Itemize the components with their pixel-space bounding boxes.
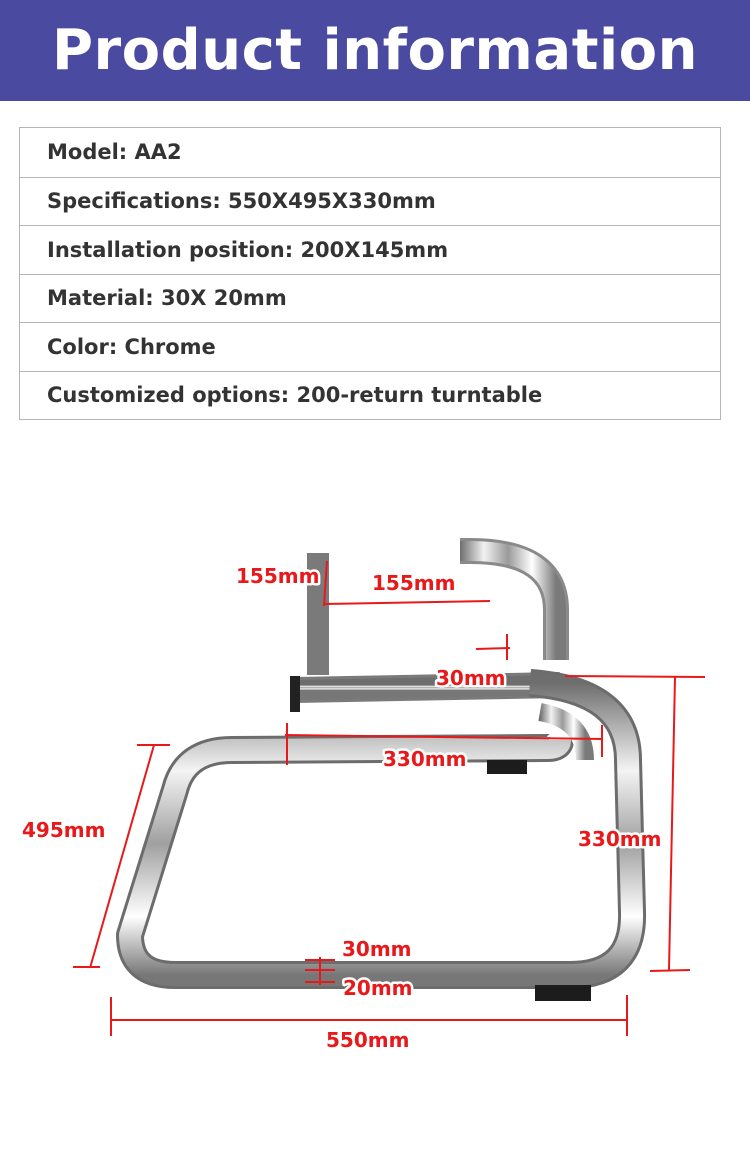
header-banner: [0, 0, 750, 101]
spec-row-model: Model: AA2: [47, 140, 182, 165]
dim-label-tube-height: 20mm: [343, 976, 413, 1000]
dim-label-top-inner: 155mm: [372, 571, 456, 595]
dim-label-top-left: 155mm: [236, 564, 320, 588]
chair-frame-illustration: [130, 551, 632, 1001]
dim-label-side-depth: 495mm: [22, 818, 106, 842]
spec-row-installation-position: Installation position: 200X145mm: [20, 225, 720, 274]
dim-line-top-inner: [324, 601, 490, 604]
spec-table: [19, 127, 721, 420]
dim-label-tube-top: 30mm: [436, 666, 506, 690]
spec-row-material: Material: 30X 20mm: [20, 274, 720, 323]
dim-label-depth-mid: 330mm: [383, 747, 467, 771]
spec-row-specifications: Specifications: 550X495X330mm: [20, 177, 720, 226]
page-title: Product information: [51, 18, 698, 83]
dim-label-tube-bottom: 30mm: [342, 937, 412, 961]
product-dimension-diagram: [0, 430, 750, 1157]
spec-row-color: Color: Chrome: [20, 322, 720, 371]
dim-label-right-height: 330mm: [578, 827, 662, 851]
dim-line-right-height: [669, 677, 675, 970]
spec-row-customized-options: Customized options: 200-return turntable: [20, 371, 720, 420]
dim-line-tube-top: [476, 648, 510, 649]
dim-label-bottom-width: 550mm: [326, 1028, 410, 1052]
